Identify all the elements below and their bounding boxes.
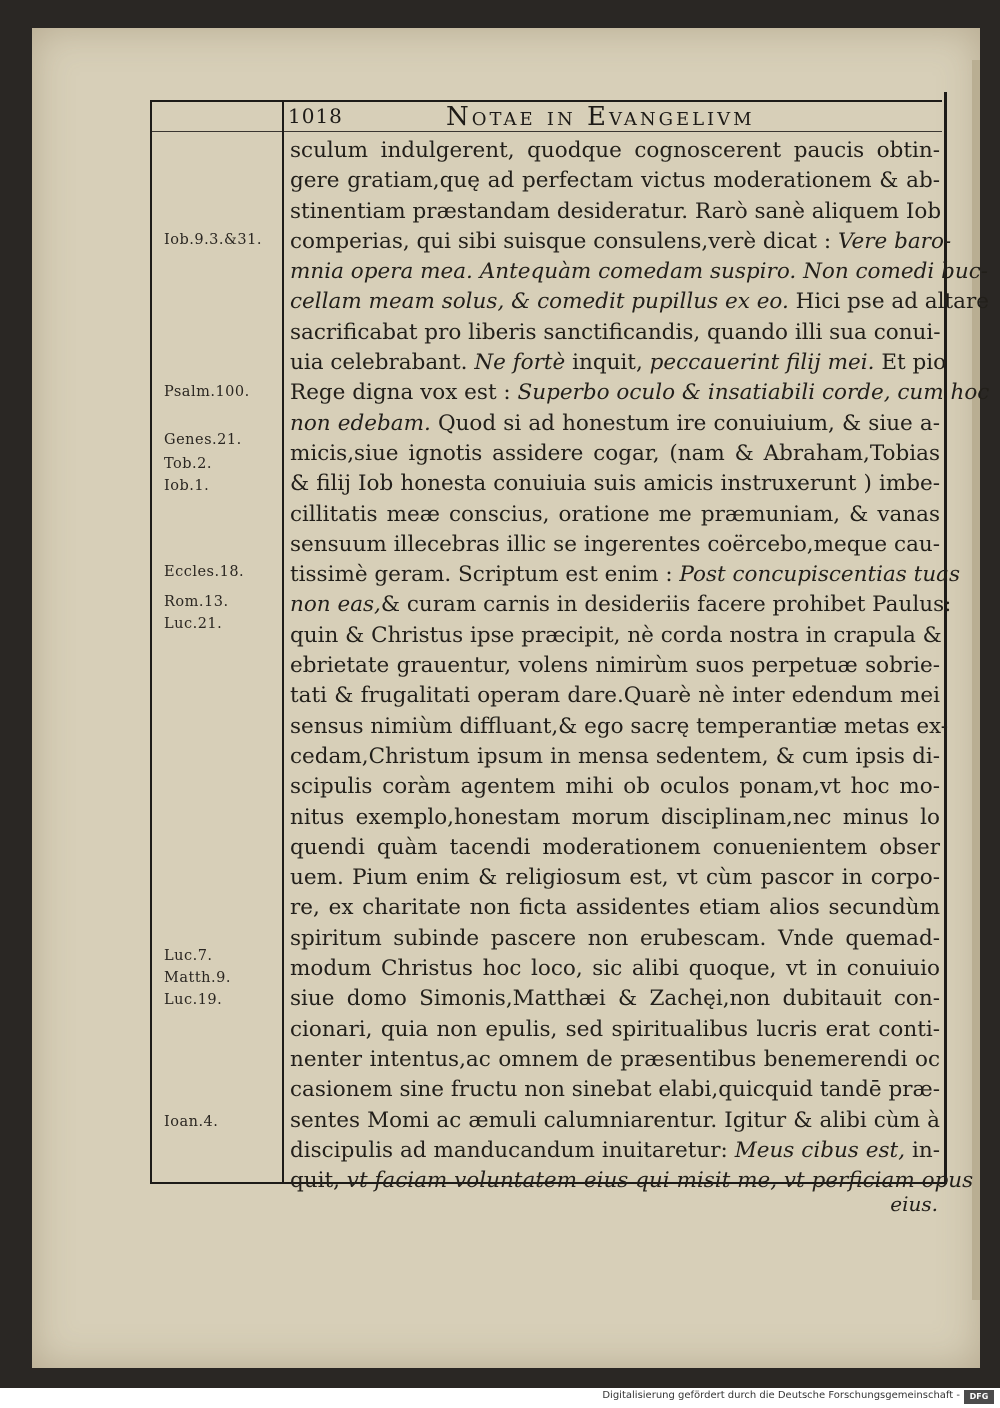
margin-note: Rom.13. bbox=[164, 594, 229, 610]
text-line: micis,siue ignotis assidere cogar, (nam & Abraham,Tobias bbox=[290, 440, 940, 466]
margin-note: Luc.19. bbox=[164, 992, 223, 1008]
text-line: gere gratiam,quę ad perfectam victus moderationem & ab- bbox=[290, 168, 940, 194]
text-line: cedam,Christum ipsum in mensa sedentem, & cum ipsis di- bbox=[290, 743, 940, 769]
margin-note: Psalm.100. bbox=[164, 384, 250, 400]
page-edge bbox=[972, 60, 980, 1300]
text-line: nitus exemplo,honestam morum disciplinam,nec minus lo bbox=[290, 804, 940, 830]
margin-note: Eccles.18. bbox=[164, 564, 245, 580]
page-number: 1018 bbox=[288, 104, 343, 128]
text-line: sacrificabat pro liberis sanctificandis, quando illi sua conui- bbox=[290, 319, 941, 345]
margin-rule-left bbox=[150, 100, 152, 1184]
text-line: quendi quàm tacendi moderationem conuenientem obser bbox=[290, 834, 940, 860]
text-line: tissimè geram. Scriptum est enim : Post concupiscentias tuas bbox=[290, 562, 961, 588]
text-line: stinentiam præstandam desideratur. Rarò sanè aliquem Iob bbox=[290, 198, 942, 224]
text-line: tati & frugalitati operam dare.Quarè nè inter edendum mei bbox=[290, 683, 940, 709]
text-line: siue domo Simonis,Matthæi & Zachęi,non dubitauit con- bbox=[290, 986, 940, 1012]
margin-note: Matth.9. bbox=[164, 970, 231, 986]
text-line: sentes Momi ac æmuli calumniarentur. Igitur & alibi cùm à bbox=[290, 1107, 940, 1133]
text-line: cillitatis meæ conscius, oratione me præmuniam, & vanas bbox=[290, 501, 940, 527]
text-line: cionari, quia non epulis, sed spiritualibus lucris erat conti- bbox=[290, 1016, 940, 1042]
text-line: quit, vt faciam voluntatem eius qui misit me, vt perficiam opus bbox=[290, 1168, 974, 1194]
margin-note: Tob.2. bbox=[164, 456, 213, 472]
margin-note: Iob.9.3.&31. bbox=[164, 232, 262, 248]
text-line: uem. Pium enim & religiosum est, vt cùm pascor in corpo- bbox=[290, 865, 940, 891]
text-line: uia celebrabant. Ne fortè inquit, peccauerint filij mei. Et pio bbox=[290, 350, 947, 376]
text-line: non eas,& curam carnis in desideriis facere prohibet Paulus: bbox=[290, 592, 952, 618]
text-line: spiritum subinde pascere non erubescam. Vnde quemad- bbox=[290, 925, 940, 951]
running-head: Notae in Evangelivm bbox=[446, 102, 755, 132]
text-line: Rege digna vox est : Superbo oculo & insatiabili corde, cum hoc bbox=[290, 380, 990, 406]
margin-note: Ioan.4. bbox=[164, 1114, 219, 1130]
margin-note: Luc.21. bbox=[164, 616, 223, 632]
text-line: sensus nimiùm diffluant,& ego sacrę temperantiæ metas ex- bbox=[290, 713, 949, 739]
text-line: sensuum illecebras illic se ingerentes coërcebo,meque cau- bbox=[290, 531, 940, 557]
text-line: discipulis ad manducandum inuitaretur: Meus cibus est, in- bbox=[290, 1137, 940, 1163]
text-line: sculum indulgerent, quodque cognoscerent paucis obtin- bbox=[290, 138, 940, 163]
text-line: & filij Iob honesta conuiuia suis amicis instruxerunt ) imbe- bbox=[290, 471, 940, 497]
text-rule-right bbox=[944, 92, 947, 1184]
text-line: modum Christus hoc loco, sic alibi quoque, vt in conuiuio bbox=[290, 956, 940, 982]
funding-notice: Digitalisierung gefördert durch die Deutsche Forschungsgemeinschaft - bbox=[602, 1390, 960, 1401]
text-line: re, ex charitate non ficta assidentes etiam alios secundùm bbox=[290, 895, 940, 921]
text-line: non edebam. Quod si ad honestum ire conuiuium, & siue a- bbox=[290, 410, 940, 436]
text-line: ebrietate grauentur, volens nimirùm suos perpetuæ sobrie- bbox=[290, 653, 940, 679]
text-line: mnia opera mea. Antequàm comedam suspiro. Non comedi buc- bbox=[290, 259, 988, 285]
margin-rule-inner bbox=[282, 100, 284, 1184]
text-line: scipulis coràm agentem mihi ob oculos ponam,vt hoc mo- bbox=[290, 774, 940, 800]
text-line: quin & Christus ipse præcipit, nè corda nostra in crapula & bbox=[290, 622, 942, 648]
text-line: cellam meam solus, & comedit pupillus ex eo. Hici pse ad altare bbox=[290, 289, 989, 315]
margin-note: Luc.7. bbox=[164, 948, 213, 964]
catchword: eius. bbox=[890, 1192, 938, 1216]
dfg-logo: DFG bbox=[964, 1390, 994, 1404]
margin-note: Iob.1. bbox=[164, 478, 210, 494]
body-text bbox=[290, 136, 990, 1196]
text-line: casionem sine fructu non sinebat elabi,quicquid tandē præ- bbox=[290, 1077, 940, 1103]
text-line: comperias, qui sibi suisque consulens,verè dicat : Vere baro- bbox=[290, 228, 952, 254]
text-line: nenter intentus,ac omnem de præsentibus benemerendi oc bbox=[290, 1046, 940, 1072]
margin-note: Genes.21. bbox=[164, 432, 242, 448]
